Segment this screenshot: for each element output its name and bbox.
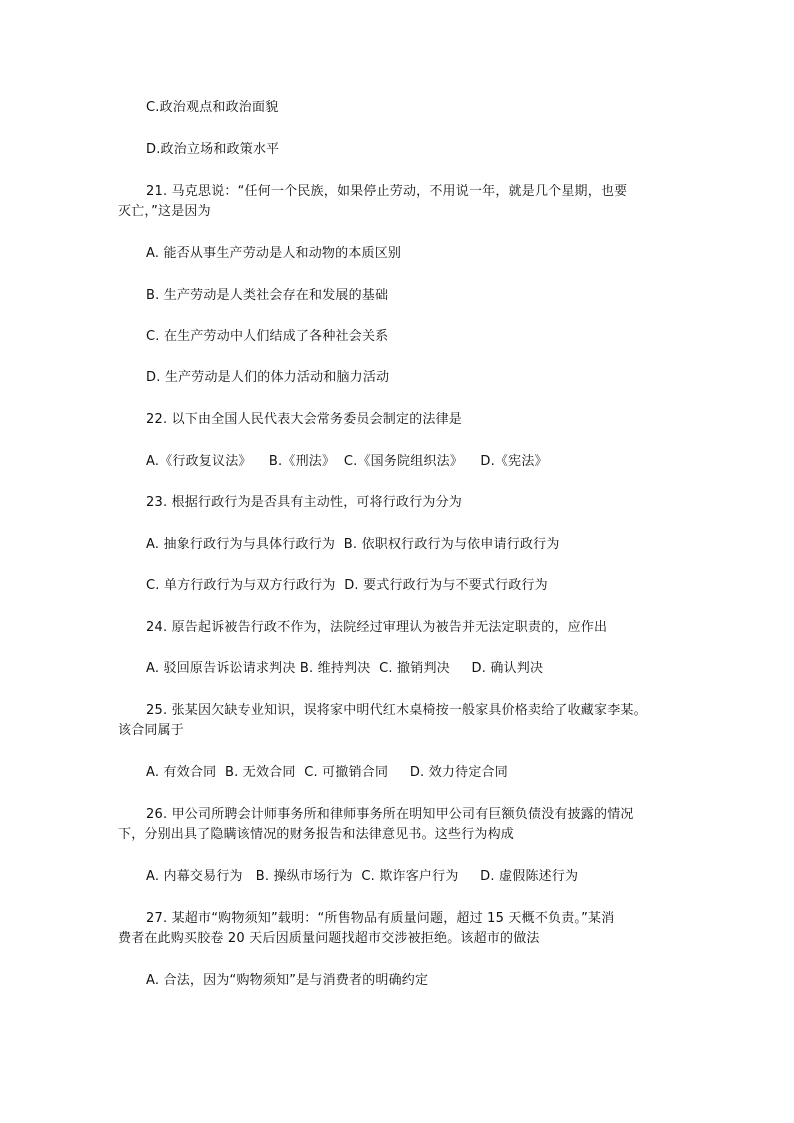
question-27-cont: 费者在此购买胶卷 20 天后因质量问题找超市交涉被拒绝。该超市的做法: [118, 931, 540, 946]
question-25-cont: 该合同属于: [118, 723, 185, 738]
options-26: A. 内幕交易行为 B. 操纵市场行为 C. 欺诈客户行为 D. 虚假陈述行为: [146, 869, 579, 884]
option-21c: C. 在生产劳动中人们结成了各种社会关系: [146, 329, 389, 344]
option-20c: C.政治观点和政治面貌: [146, 100, 279, 115]
options-22: A.《行政复议法》 B.《刑法》 C.《国务院组织法》 D.《宪法》: [146, 454, 548, 469]
options-25: A. 有效合同 B. 无效合同 C. 可撤销合同 D. 效力待定合同: [146, 765, 508, 780]
question-24: 24. 原告起诉被告行政不作为，法院经过审理认为被告并无法定职责的，应作出: [146, 620, 608, 635]
question-21-cont: 灭亡，”这是因为: [118, 204, 211, 219]
question-25: 25. 张某因欠缺专业知识，误将家中明代红木桌椅按一般家具价格卖给了收藏家李某。: [146, 703, 647, 718]
options-23-cd: C. 单方行政行为与双方行政行为 D. 要式行政行为与不要式行政行为: [146, 578, 548, 593]
question-26-cont: 下，分别出具了隐瞒该情况的财务报告和法律意见书。这些行为构成: [118, 827, 515, 842]
option-27a: A. 合法，因为“购物须知”是与消费者的明确约定: [146, 973, 429, 988]
option-21a: A. 能否从事生产劳动是人和动物的本质区别: [146, 246, 402, 261]
question-27: 27. 某超市“购物须知”载明：“所售物品有质量问题，超过 15 天概不负责。”某消: [146, 911, 615, 926]
question-26: 26. 甲公司所聘会计师事务所和律师事务所在明知甲公司有巨额负债没有披露的情况: [146, 807, 634, 822]
options-24: A. 驳回原告诉讼请求判决 B. 维持判决 C. 撤销判决 D. 确认判决: [146, 661, 544, 676]
question-23: 23. 根据行政行为是否具有主动性，可将行政行为分为: [146, 495, 463, 510]
option-21b: B. 生产劳动是人类社会存在和发展的基础: [146, 288, 389, 303]
question-22: 22. 以下由全国人民代表大会常务委员会制定的法律是: [146, 412, 463, 427]
question-21: 21. 马克思说：“任何一个民族，如果停止劳动，不用说一年，就是几个星期，也要: [146, 184, 628, 199]
option-21d: D. 生产劳动是人们的体力活动和脑力活动: [146, 370, 390, 385]
options-23-ab: A. 抽象行政行为与具体行政行为 B. 依职权行政行为与依申请行政行为: [146, 537, 560, 552]
option-20d: D.政治立场和政策水平: [146, 142, 280, 157]
